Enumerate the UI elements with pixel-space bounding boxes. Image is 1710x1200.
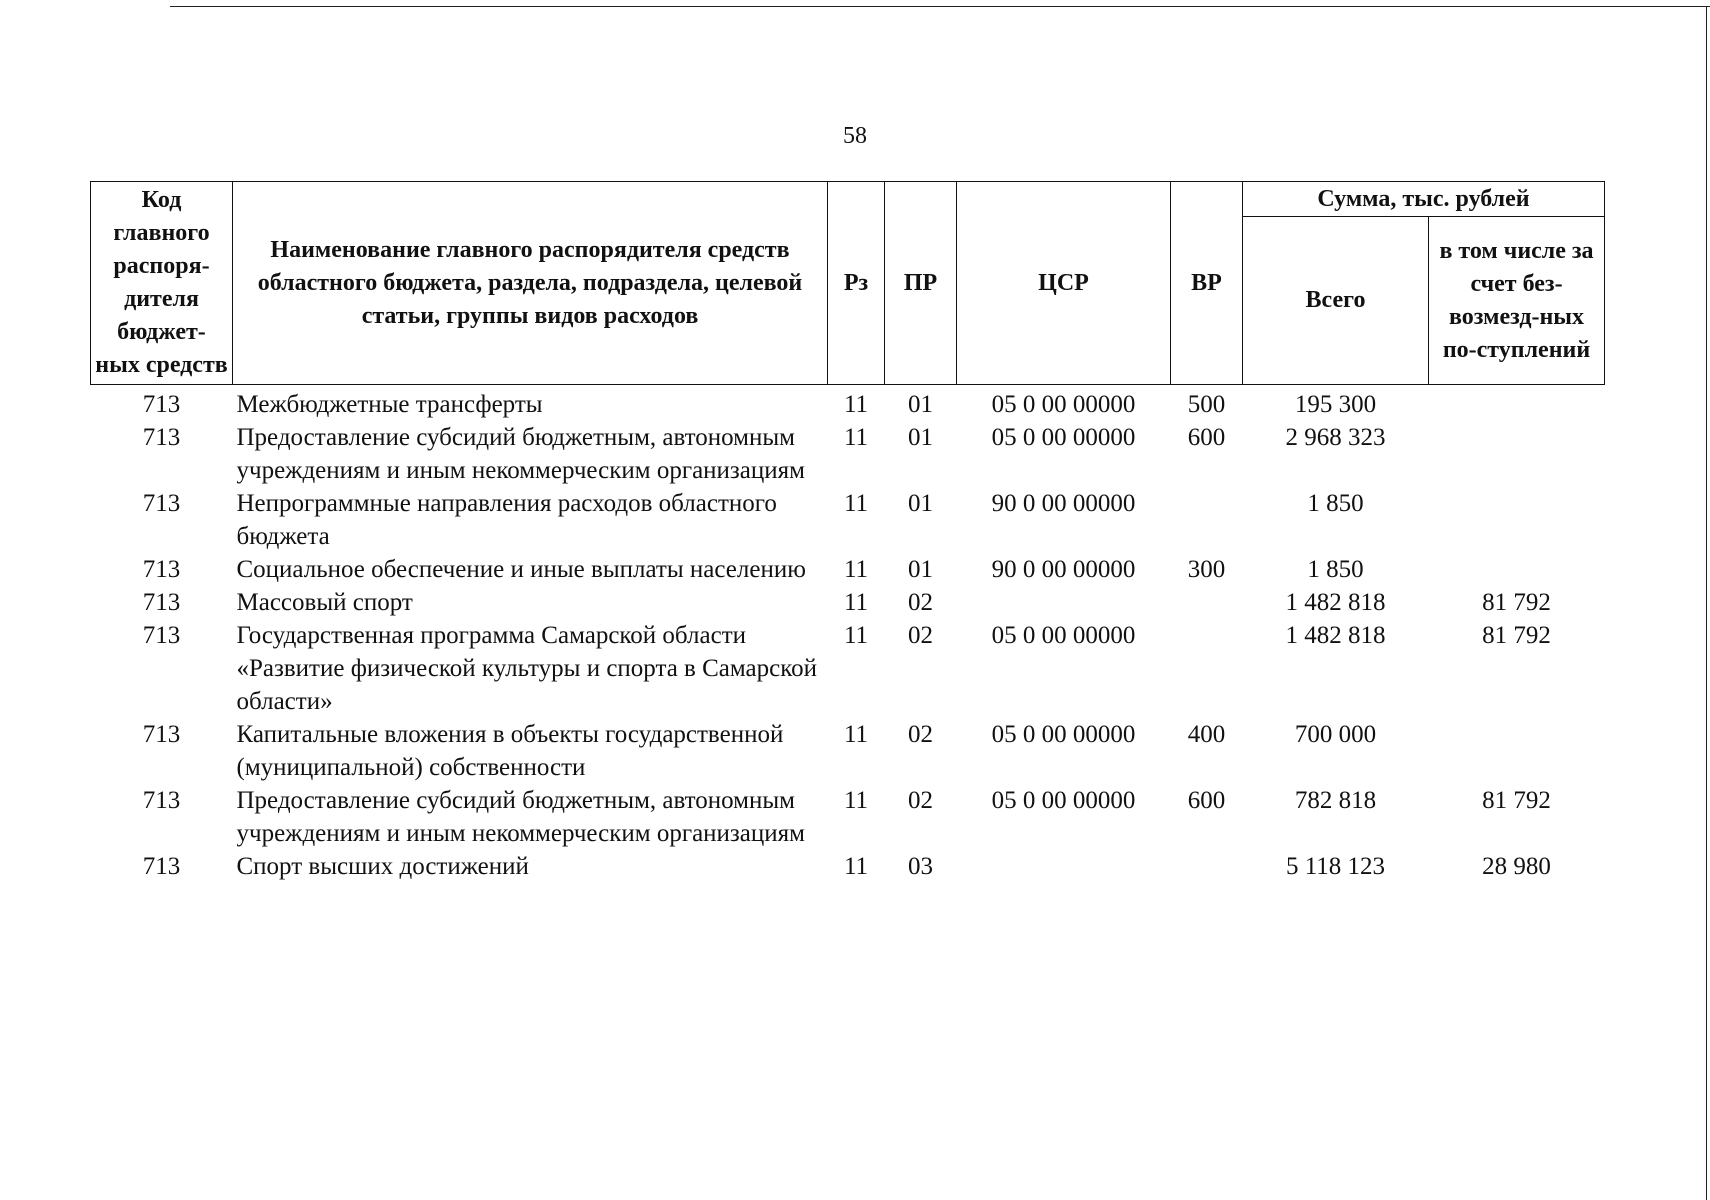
cell-total: 700 000 <box>1294 721 1377 748</box>
cell-vr <box>1171 850 1243 883</box>
header-sum-group: Сумма, тыс. рублей <box>1243 182 1605 217</box>
cell-code: 713 <box>142 424 181 451</box>
cell-csr: 05 0 00 00000 <box>991 424 1136 451</box>
cell-total: 195 300 <box>1294 391 1377 418</box>
cell-code: 713 <box>142 391 181 418</box>
cell-total: 782 818 <box>1294 787 1377 814</box>
table-row <box>91 487 1605 553</box>
cell-gratis: 81 792 <box>1482 589 1551 616</box>
cell-code: 713 <box>142 589 181 616</box>
cell-vr: 300 <box>1187 556 1226 583</box>
cell-vr: 600 <box>1187 787 1226 814</box>
cell-code: 713 <box>142 490 181 517</box>
table-row <box>91 850 1605 883</box>
cell-total: 1 482 818 <box>1285 589 1386 616</box>
cell-name: Непрограммные направления расходов областного бюджета <box>236 490 777 550</box>
table-row <box>91 718 1605 784</box>
header-code: Код главного распоря-дителя бюджет-ных средств <box>91 182 233 385</box>
cell-pr: 01 <box>908 391 933 418</box>
cell-pr: 02 <box>908 787 933 814</box>
table-row <box>91 385 1605 422</box>
cell-rz: 11 <box>843 787 869 814</box>
cell-code: 713 <box>142 721 181 748</box>
cell-gratis <box>1429 718 1605 784</box>
cell-name: Государственная программа Самарской области «Развитие физической культуры и спорта в Самарской области» <box>236 622 817 715</box>
cell-gratis <box>1429 385 1605 422</box>
cell-vr <box>1171 487 1243 553</box>
cell-pr: 02 <box>908 721 933 748</box>
header-name: Наименование главного распорядителя средств областного бюджета, раздела, подраздела, целевой статьи, группы видов расходов <box>233 182 828 385</box>
cell-vr <box>1171 586 1243 619</box>
cell-rz: 11 <box>843 391 869 418</box>
cell-name: Капитальные вложения в объекты государственной (муниципальной) собственности <box>236 721 784 781</box>
cell-rz: 11 <box>843 424 869 451</box>
table-row <box>91 619 1605 718</box>
header-total: Всего <box>1243 217 1429 385</box>
cell-csr: 05 0 00 00000 <box>991 622 1136 649</box>
header-csr: ЦСР <box>957 182 1171 385</box>
cell-name: Предоставление субсидий бюджетным, автономным учреждениям и иным некоммерческим организациям <box>236 424 805 484</box>
cell-pr: 01 <box>908 556 933 583</box>
cell-pr: 02 <box>908 589 933 616</box>
cell-csr: 05 0 00 00000 <box>991 787 1136 814</box>
cell-rz: 11 <box>843 589 869 616</box>
cell-csr <box>957 850 1171 883</box>
cell-gratis <box>1429 421 1605 487</box>
scan-edge-top <box>170 6 1710 7</box>
cell-code: 713 <box>142 787 181 814</box>
cell-vr: 600 <box>1187 424 1226 451</box>
cell-rz: 11 <box>843 556 869 583</box>
header-gratis: в том числе за счет без-возмезд-ных по-ступлений <box>1429 217 1605 385</box>
cell-gratis: 81 792 <box>1482 787 1551 814</box>
cell-name: Предоставление субсидий бюджетным, автономным учреждениям и иным некоммерческим организациям <box>236 787 805 847</box>
cell-pr: 01 <box>908 424 933 451</box>
cell-csr: 05 0 00 00000 <box>991 721 1136 748</box>
cell-total: 2 968 323 <box>1285 424 1386 451</box>
cell-csr: 90 0 00 00000 <box>991 490 1136 517</box>
cell-code: 713 <box>142 556 181 583</box>
table-body <box>91 385 1605 884</box>
cell-csr: 05 0 00 00000 <box>991 391 1136 418</box>
cell-gratis: 81 792 <box>1482 622 1551 649</box>
table-row <box>91 784 1605 850</box>
cell-code: 713 <box>142 853 181 880</box>
header-rz: Рз <box>828 182 885 385</box>
table-row <box>91 553 1605 586</box>
cell-total: 1 850 <box>1307 556 1364 583</box>
scan-edge-right <box>1706 6 1707 1200</box>
cell-csr <box>957 586 1171 619</box>
cell-pr: 01 <box>908 490 933 517</box>
cell-name: Спорт высших достижений <box>236 853 529 880</box>
page-number: 58 <box>843 123 867 149</box>
cell-vr: 400 <box>1187 721 1226 748</box>
cell-rz: 11 <box>843 853 869 880</box>
cell-gratis <box>1429 553 1605 586</box>
cell-total: 1 850 <box>1307 490 1364 517</box>
budget-table <box>90 181 1605 883</box>
cell-name: Социальное обеспечение и иные выплаты населению <box>236 556 806 583</box>
table-row <box>91 421 1605 487</box>
cell-csr: 90 0 00 00000 <box>991 556 1136 583</box>
cell-vr <box>1171 619 1243 718</box>
cell-pr: 03 <box>908 853 933 880</box>
cell-name: Массовый спорт <box>236 589 413 616</box>
cell-pr: 02 <box>908 622 933 649</box>
cell-total: 5 118 123 <box>1285 853 1386 880</box>
table-header <box>91 182 1605 385</box>
cell-total: 1 482 818 <box>1285 622 1386 649</box>
cell-rz: 11 <box>843 622 869 649</box>
header-vr: ВР <box>1171 182 1243 385</box>
cell-gratis <box>1429 487 1605 553</box>
cell-vr: 500 <box>1187 391 1226 418</box>
cell-rz: 11 <box>843 721 869 748</box>
header-pr: ПР <box>885 182 957 385</box>
cell-name: Межбюджетные трансферты <box>236 391 543 418</box>
cell-code: 713 <box>142 622 181 649</box>
cell-rz: 11 <box>843 490 869 517</box>
cell-gratis: 28 980 <box>1482 853 1551 880</box>
table-row <box>91 586 1605 619</box>
